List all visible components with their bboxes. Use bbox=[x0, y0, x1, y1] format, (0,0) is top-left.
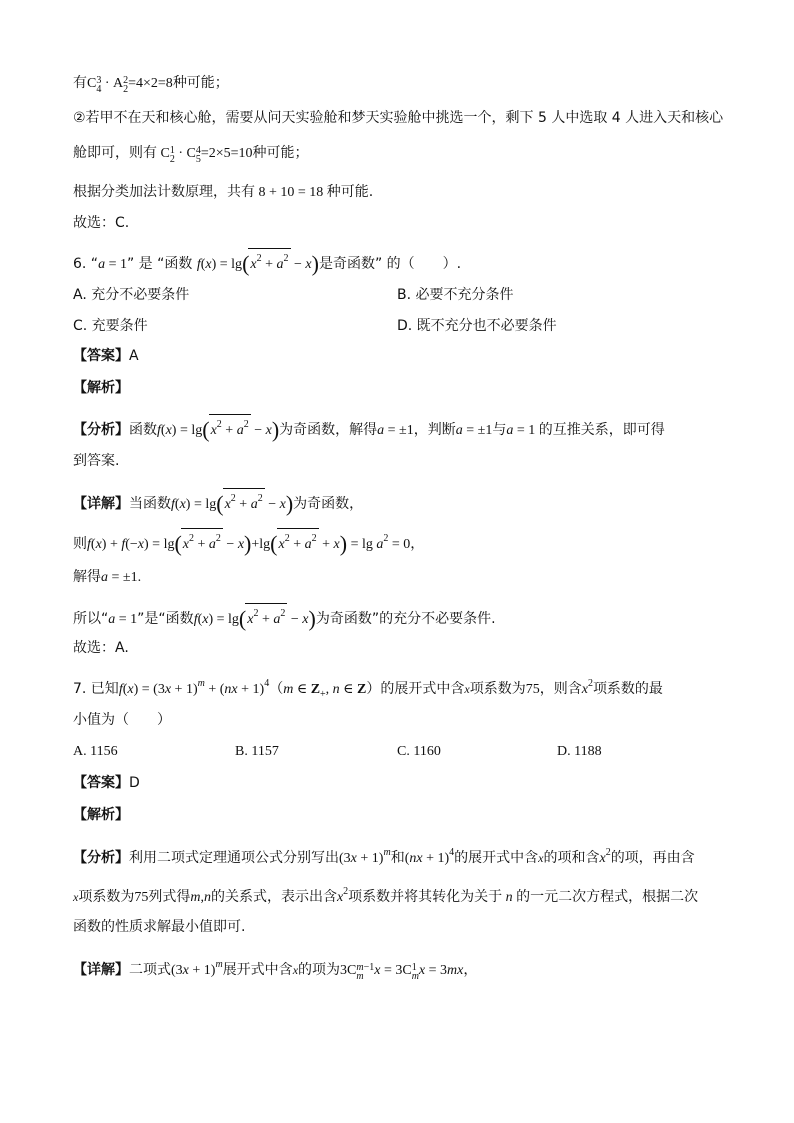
text: 舱即可，则有 bbox=[73, 145, 157, 161]
text-line: 舱即可，则有 C1 2 · C4 5=2×5=10种可能； bbox=[73, 145, 309, 165]
solution-line: 【详解】当函数$f(x) = \lg(x^2 + a^2 - x)$为奇函数， bbox=[73, 488, 363, 515]
option-a: A. 充分不必要条件 bbox=[73, 287, 190, 303]
analysis-line: 函数的性质求解最小值即可. bbox=[73, 919, 246, 935]
solution-line: 【详解】二项式$(3x + 1)^m$展开式中含x的项为3Cm−1 m x = 3C1 mx = 3mx， bbox=[73, 959, 478, 982]
question-6-stem: 6. “a = 1” 是 “函数 $f(x) = \lg(x^2 + a^2 - x)$是奇函数” 的（ ）. bbox=[73, 248, 461, 275]
answer-tag: 【答案】 bbox=[73, 348, 129, 364]
text: 根据分类加法计数原理，共有 bbox=[73, 184, 255, 200]
text-line: 故选：A. bbox=[73, 640, 129, 656]
analysis-line: x项系数为75列式得m,n的关系式，表示出含$x^2$项系数并将其转化为关于 n 的一元二次方程式，根据二次 bbox=[73, 886, 699, 905]
text-line: 有C3 4 · A2 2=4×2=8种可能； bbox=[73, 75, 229, 95]
text-line: ②若甲不在天和核心舱，需要从问天实验舱和梦天实验舱中挑选一个，剩下 5 人中选取 4 人进入天和核心 bbox=[73, 110, 724, 126]
solution-line: 则$f(x) + f(-x) = \lg(x^2 + a^2 - x)+\lg(x^2 + a^2 + x) = \lg a^2 = 0$， bbox=[73, 528, 424, 555]
analysis-tag: 【解析】 bbox=[73, 380, 129, 396]
answer-value: D bbox=[129, 775, 140, 791]
text: 种可能； bbox=[252, 145, 309, 161]
solution-line: 解得a = ±1. bbox=[73, 569, 142, 585]
solution-line: 所以“a = 1”是“函数$f(x) = \lg(x^2 + a^2 - x)$为奇函数”的充分不必要条件. bbox=[73, 603, 496, 630]
answer-value: A bbox=[129, 348, 139, 364]
analysis-line: 到答案. bbox=[73, 453, 120, 469]
text-line: 根据分类加法计数原理，共有 8 + 10 = 18 种可能. bbox=[73, 184, 374, 200]
option-b: B. 1157 bbox=[235, 744, 279, 759]
answer-tag: 【答案】 bbox=[73, 775, 129, 791]
option-b: B. 必要不充分条件 bbox=[397, 287, 514, 303]
option-c: C. 1160 bbox=[397, 744, 441, 759]
analysis-line: 【分析】利用二项式定理通项公式分别写出$(3x + 1)^m$和(nx + 1)$^4$的展开式中含x的项和含$x^2$的项，再由含 bbox=[73, 847, 695, 866]
text: 种可能； bbox=[172, 75, 229, 91]
option-a: A. 1156 bbox=[73, 744, 118, 759]
text-line: 故选：C. bbox=[73, 215, 130, 231]
option-d: D. 1188 bbox=[557, 744, 602, 759]
analysis-line: 【分析】函数$f(x) = \lg(x^2 + a^2 - x)$为奇函数，解得a = ±1，判断a = ±1与a = 1 的互推关系，即可得 bbox=[73, 414, 665, 441]
text: 有 bbox=[73, 75, 87, 91]
answer-line bbox=[73, 773, 140, 793]
answer-line bbox=[73, 346, 139, 366]
option-d: D. 既不充分也不必要条件 bbox=[397, 318, 557, 334]
analysis-tag: 【解析】 bbox=[73, 807, 129, 823]
question-7-stem: 7. 已知$f(x) = (3x + 1)^m + (nx + 1)^4(m$ ∈ $Z_+$, n ∈ Z）的展开式中含x项系数为75，则含$x^2$项系数的最 bbox=[73, 678, 663, 700]
text: 种可能. bbox=[326, 184, 374, 200]
option-c: C. 充要条件 bbox=[73, 318, 148, 334]
question-7-stem: 小值为（ ） bbox=[73, 712, 171, 728]
